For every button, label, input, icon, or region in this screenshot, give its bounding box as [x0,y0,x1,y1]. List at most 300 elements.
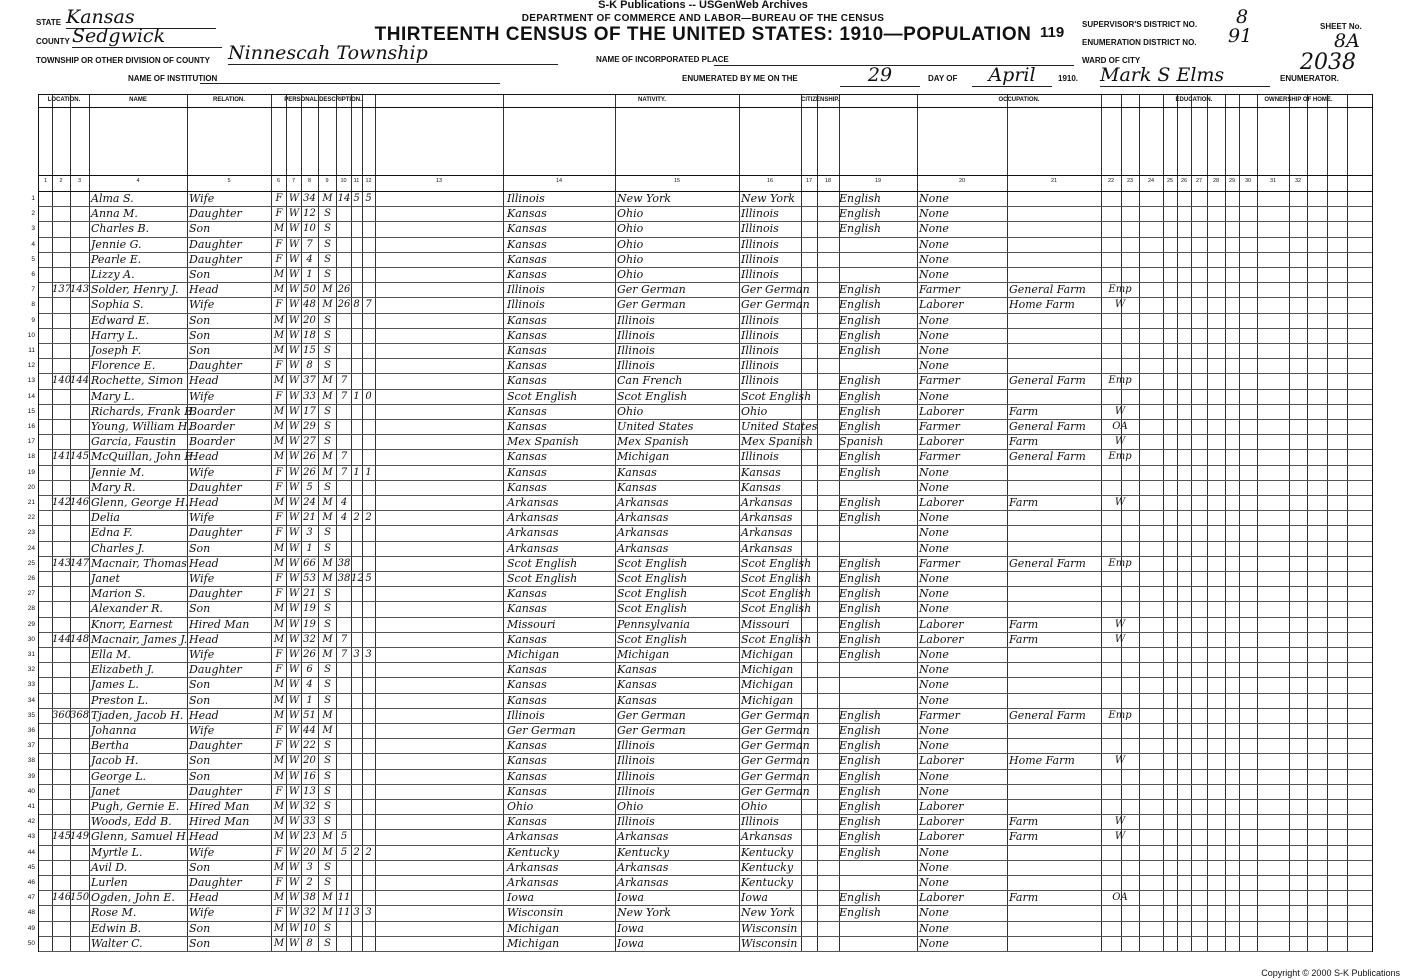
cell-bp: Kansas [507,420,547,433]
cell-fbp: Arkansas [617,541,669,555]
cell-dw: 143 [52,557,72,569]
cell-bp: Scot English [507,572,578,585]
cell-ms: S [324,314,331,326]
row-number: 8 [31,301,35,309]
cell-bp: Arkansas [507,830,559,844]
cell-occ: Farmer [919,450,960,464]
cell-ms: S [324,861,331,873]
cell-race: W [288,466,300,478]
cell-ms: M [322,390,333,402]
cell-rel: Son [189,541,211,555]
row-number: 4 [31,240,35,248]
row-number: 6 [31,271,35,278]
cell-occ: Farmer [919,374,960,388]
cell-sex: F [275,664,283,676]
cell-mbp: Scot English [741,602,812,616]
cell-yrs: 7 [340,451,348,463]
cell-bp: Scot English [507,556,578,570]
cell-occ: None [919,252,949,266]
cell-emp: W [1114,755,1126,767]
cell-occ: None [919,328,949,342]
cell-fbp: Arkansas [617,860,669,874]
cell-lang: English [839,450,881,464]
cell-mbp: Ger German [741,708,810,722]
cell-name: Preston L. [91,693,149,707]
cell-age: 34 [303,193,316,204]
cell-occ: Laborer [919,617,964,631]
cell-dw: 140 [52,375,72,387]
cell-sex: M [273,922,285,934]
cell-name: Alexander R. [91,602,163,616]
cell-occ: Laborer [919,404,964,418]
cell-mbp: Illinois [741,815,779,829]
cell-emp: W [1114,405,1126,417]
cell-race: W [288,922,300,934]
cell-ms: S [324,542,331,554]
cell-bp: Illinois [507,708,545,722]
cell-lang: English [839,845,881,859]
cell-fbp: Ohio [617,404,644,418]
cell-ms: S [324,223,331,235]
cell-fbp: Scot English [617,602,688,616]
cell-mbp: Kentucky [741,845,794,859]
cell-ms: S [324,694,331,706]
cell-occ: Laborer [919,815,964,829]
cell-fbp: Illinois [617,784,655,798]
cell-ms: S [324,208,331,220]
column-number: 31 [1269,178,1277,184]
cell-al: 3 [365,649,372,660]
cell-race: W [288,831,300,843]
row-number: 29 [27,620,35,628]
cell-race: W [288,877,300,888]
cell-yrs: 38 [337,557,351,569]
cell-fam: 148 [70,633,90,645]
row-number: 21 [27,499,35,506]
cell-ind: Farm [1009,815,1039,829]
column-number: 17 [805,178,813,184]
cell-name: Mary R. [91,480,136,494]
cell-lang: English [839,800,881,813]
cell-yrs: 7 [340,375,348,387]
cell-ind: General Farm [1009,708,1086,722]
cell-al: 1 [365,466,372,478]
cell-race: W [288,740,300,752]
cell-age: 29 [303,421,316,432]
cell-fbp: Ger German [617,724,686,737]
cell-ms: M [322,846,333,858]
row-number: 10 [27,331,35,339]
cell-name: Myrtle L. [91,845,143,859]
cell-mbp: Ohio [741,404,768,418]
cell-lang: English [839,754,881,768]
cell-lang: English [839,298,881,312]
cell-bp: Ohio [507,800,534,813]
cell-race: W [288,709,300,721]
cell-sex: F [275,877,283,888]
cell-al: 7 [365,299,372,311]
cell-emp: OA [1112,892,1128,904]
column-divider [917,95,918,951]
cell-lang: English [839,617,881,631]
cell-sex: F [275,299,283,311]
column-number: 21 [1050,178,1058,184]
cell-fbp: Illinois [617,815,655,829]
cell-sex: F [275,740,283,752]
cell-occ: Farmer [919,283,960,297]
cell-occ: None [919,313,949,327]
cell-age: 50 [303,284,316,296]
column-number: 18 [824,178,832,184]
cell-ind: General Farm [1009,374,1086,388]
cell-mbp: Ger German [741,769,810,783]
cell-bp: Kentucky [507,845,560,859]
cell-name: Rochette, Simon [91,374,184,388]
cell-occ: None [919,876,949,889]
cell-ch: 5 [353,193,360,204]
cell-race: W [288,284,300,296]
column-number: 19 [874,178,882,184]
cell-ms: S [324,405,331,417]
cell-sex: M [273,451,285,463]
cell-race: W [288,451,300,463]
cell-yrs: 38 [337,573,351,584]
cell-age: 10 [303,922,316,934]
cell-race: W [288,497,300,508]
cell-bp: Kansas [507,784,547,798]
cell-occ: Laborer [919,800,964,813]
cell-mbp: Ger German [741,283,810,297]
cell-rel: Son [189,328,211,342]
cell-race: W [288,664,300,676]
row-number: 43 [27,833,35,841]
cell-fbp: Scot English [617,587,688,601]
cell-name: Glenn, George H. [91,496,189,509]
cell-race: W [288,314,300,326]
row-number: 24 [27,544,35,552]
cell-occ: None [919,526,949,540]
cell-age: 12 [303,208,316,220]
row-number: 44 [27,848,35,856]
cell-mbp: Mex Spanish [741,435,813,449]
enumeration-value: 91 [1228,25,1253,47]
cell-age: 26 [303,451,316,463]
cell-race: W [288,603,300,615]
cell-fam: 150 [70,892,90,904]
column-number: 1 [43,178,48,184]
cell-race: W [288,679,300,691]
cell-lang: English [839,724,881,737]
cell-rel: Head [189,891,219,905]
column-number: 11 [353,178,360,184]
cell-yrs: 4 [340,512,348,524]
cell-fam: 147 [70,557,90,569]
cell-rel: Head [189,450,219,464]
cell-lang: Spanish [839,435,884,449]
cell-bp: Kansas [507,359,547,373]
cell-rel: Wife [189,389,215,403]
column-divider [1289,95,1290,951]
cell-ch: 2 [353,846,360,858]
cell-yrs: 5 [340,846,348,858]
enumerator-label: ENUMERATOR. [1280,74,1339,83]
row-number: 45 [27,863,35,871]
cell-mbp: Illinois [741,252,779,266]
cell-sex: F [275,907,283,919]
cell-emp: Emp [1108,375,1132,387]
column-divider [1007,95,1008,951]
column-number: 20 [958,178,966,184]
cell-age: 15 [303,345,316,356]
cell-emp: W [1114,618,1126,630]
cell-rel: Head [189,708,219,722]
cell-race: W [288,238,300,250]
cell-occ: None [919,222,949,236]
cell-fbp: Illinois [617,739,655,753]
row-number: 25 [27,559,35,567]
cell-ms: M [322,512,333,524]
cell-occ: Laborer [919,298,964,312]
cell-sex: M [273,223,285,235]
cell-age: 33 [303,390,316,402]
cell-age: 19 [303,618,316,630]
cell-bp: Kansas [507,754,547,768]
cell-mbp: Illinois [741,450,779,464]
cell-fbp: Illinois [617,328,655,342]
cell-emp: W [1114,436,1126,448]
month-value: April [972,64,1052,87]
cell-name: Lizzy A. [91,268,135,281]
cell-name: Solder, Henry J. [91,283,179,297]
cell-occ: None [919,860,949,874]
cell-bp: Michigan [507,921,560,935]
cell-ch: 3 [353,907,360,919]
cell-lang: English [839,496,881,509]
cell-mbp: Michigan [741,678,794,692]
cell-name: Bertha [91,739,129,753]
cell-ms: M [322,557,333,569]
cell-sex: F [275,573,283,584]
cell-lang: English [839,648,881,661]
cell-age: 22 [303,740,316,752]
cell-ch: 12 [351,573,364,584]
column-number: 22 [1107,178,1115,184]
cell-name: Rose M. [91,906,137,920]
cell-mbp: Scot English [741,556,812,570]
column-divider [70,95,71,951]
cell-rel: Son [189,754,211,768]
place-label: NAME OF INCORPORATED PLACE [596,55,729,64]
row-number: 5 [31,255,35,263]
cell-fbp: Iowa [617,936,644,950]
cell-age: 32 [303,801,316,812]
cell-age: 66 [303,557,316,569]
cell-bp: Michigan [507,648,560,661]
column-divider [1347,95,1348,951]
column-number: 24 [1147,178,1155,184]
cell-race: W [288,481,300,493]
cell-age: 32 [303,907,316,919]
cell-bp: Kansas [507,815,547,829]
cell-mbp: Ger German [741,298,810,312]
cell-ms: S [324,618,331,630]
day-value: 29 [840,64,920,87]
cell-rel: Hired Man [189,617,250,631]
cell-race: W [288,755,300,767]
cell-rel: Son [189,268,211,281]
cell-age: 10 [303,223,316,235]
cell-occ: None [919,344,949,357]
cell-rel: Son [189,921,211,935]
cell-ms: S [324,360,331,372]
cell-fbp: Pennsylvania [617,617,690,631]
cell-ms: M [322,193,333,204]
row-number: 15 [27,407,35,415]
cell-occ: None [919,739,949,753]
cell-ms: M [322,284,333,296]
cell-name: Elizabeth J. [91,663,155,677]
cell-name: Macnair, James J. [91,632,188,646]
cell-occ: Laborer [919,632,964,646]
cell-sex: M [273,497,285,508]
cell-sex: M [273,542,285,554]
cell-sex: F [275,466,283,478]
cell-race: W [288,223,300,235]
cell-occ: Laborer [919,754,964,768]
row-number: 28 [27,605,35,613]
row-number: 22 [27,514,35,522]
cell-lang: English [839,404,881,418]
cell-fbp: Illinois [617,754,655,768]
cell-fbp: Kentucky [617,845,670,859]
cell-age: 16 [303,770,316,782]
cell-ind: General Farm [1009,420,1086,433]
cell-name: Avil D. [91,860,128,874]
row-number: 13 [27,377,35,385]
cell-ind: Farm [1009,435,1039,449]
cell-sex: M [273,405,285,417]
cell-rel: Wife [189,906,215,920]
cell-age: 32 [303,633,316,645]
row-number: 41 [27,803,35,810]
cell-rel: Daughter [189,739,242,753]
cell-bp: Kansas [507,207,547,221]
cell-lang: English [839,587,881,601]
cell-bp: Illinois [507,283,545,297]
cell-race: W [288,573,300,584]
column-group-ownership-of-home: OWNERSHIP OF HOME. [1264,97,1333,103]
cell-mbp: Ger German [741,739,810,753]
cell-rel: Wife [189,298,215,312]
cell-sex: M [273,861,285,873]
row-number: 47 [27,894,35,902]
enumeration-label: ENUMERATION DISTRICT NO. [1082,38,1197,47]
cell-fbp: Michigan [617,648,670,661]
cell-lang: English [839,739,881,753]
cell-al: 5 [365,573,372,584]
cell-occ: None [919,192,949,205]
column-divider [52,95,53,951]
cell-race: W [288,801,300,812]
cell-sex: F [275,360,283,372]
cell-mbp: Michigan [741,693,794,707]
cell-fbp: Illinois [617,313,655,327]
cell-lang: English [839,784,881,798]
cell-name: Florence E. [91,359,156,373]
row-number: 30 [27,635,35,643]
cell-occ: None [919,678,949,692]
cell-occ: None [919,663,949,677]
cell-sex: M [273,284,285,296]
enumerated-label: ENUMERATED BY ME ON THE [682,74,798,83]
cell-ms: M [322,451,333,463]
cell-occ: Farmer [919,556,960,570]
column-divider [89,95,90,951]
column-number: 7 [291,178,296,184]
cell-race: W [288,649,300,660]
cell-rel: Head [189,830,219,844]
row-number: 33 [27,681,35,689]
cell-bp: Illinois [507,192,545,205]
census-table [27,94,1373,952]
cell-mbp: Scot English [741,587,812,601]
cell-mbp: Arkansas [741,511,793,525]
cell-lang: English [839,344,881,357]
cell-name: Harry L. [91,328,139,342]
cell-fbp: Illinois [617,359,655,373]
cell-sex: M [273,421,285,432]
column-group-nativity: NATIVITY. [638,97,666,103]
cell-ms: M [322,831,333,843]
cell-lang: English [839,420,881,433]
cell-bp: Arkansas [507,511,559,525]
row-number: 39 [27,772,35,780]
cell-bp: Missouri [507,617,556,631]
cell-fbp: Scot English [617,556,688,570]
cell-mbp: Kansas [741,465,781,479]
cell-ind: Farm [1009,496,1039,509]
column-group-personal-description: PERSONAL DESCRIPTION. [284,97,362,103]
row-number: 49 [27,924,35,932]
row-number: 9 [31,316,35,324]
row-number: 38 [27,757,35,765]
cell-sex: M [273,709,285,721]
column-number: 14 [555,178,563,184]
cell-bp: Kansas [507,602,547,616]
cell-sex: F [275,725,283,736]
cell-sex: F [275,208,283,220]
row-number: 32 [27,666,35,674]
cell-ms: S [324,588,331,600]
cell-sex: M [273,345,285,356]
cell-occ: None [919,784,949,798]
cell-name: Anna M. [91,207,138,221]
cell-age: 1 [306,694,313,706]
cell-race: W [288,253,300,265]
cell-fbp: New York [617,192,671,205]
cell-lang: English [839,328,881,342]
cell-name: Edwin B. [91,921,142,935]
cell-age: 17 [303,405,316,417]
cell-name: Janet [91,784,120,798]
column-number: 26 [1180,178,1188,184]
cell-mbp: Iowa [741,891,768,905]
cell-mbp: Missouri [741,617,790,631]
cell-fam: 145 [70,451,90,463]
cell-race: W [288,557,300,569]
column-divider [1239,95,1240,951]
cell-occ: None [919,906,949,920]
